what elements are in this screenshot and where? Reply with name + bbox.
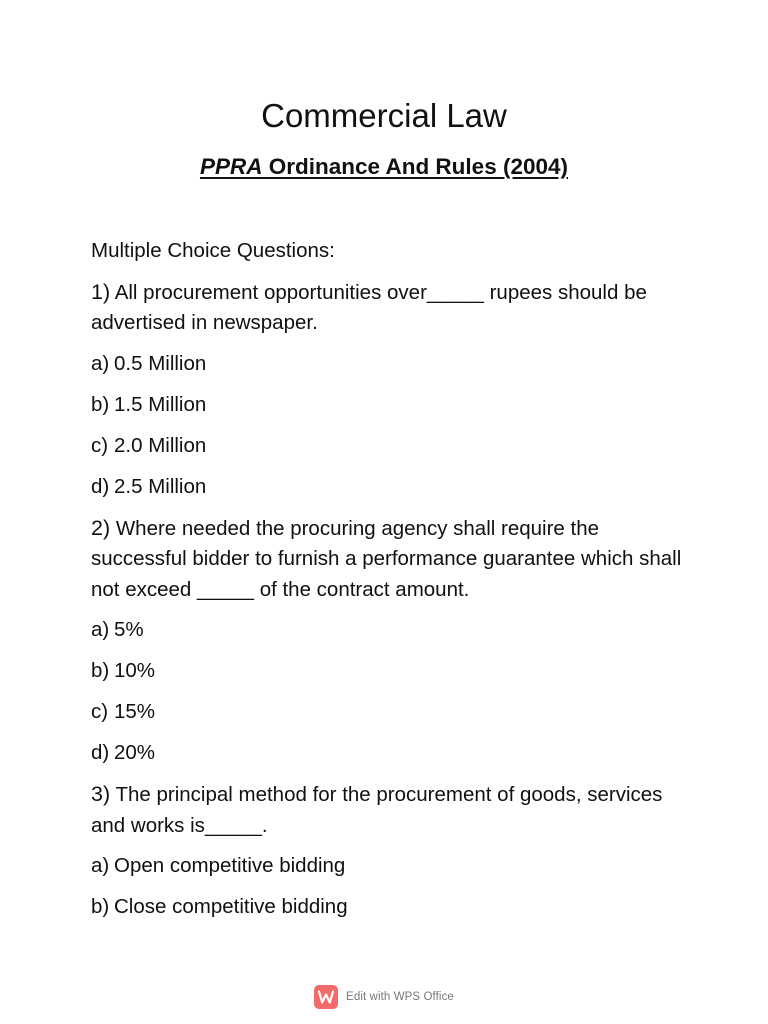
question-block bbox=[91, 779, 691, 923]
option-item bbox=[91, 738, 691, 769]
wps-office-icon bbox=[314, 985, 338, 1009]
option-text: 0.5 Million bbox=[114, 351, 207, 375]
option-item bbox=[91, 656, 691, 687]
document-subtitle bbox=[0, 152, 768, 182]
option-letter: a) bbox=[91, 618, 110, 641]
wps-w-glyph bbox=[318, 990, 334, 1004]
option-text: 1.5 Million bbox=[114, 392, 207, 416]
options-list bbox=[91, 615, 691, 769]
question-text bbox=[91, 277, 691, 339]
option-item bbox=[91, 697, 691, 728]
question-number: 2) bbox=[91, 515, 111, 540]
wps-watermark[interactable] bbox=[0, 985, 768, 1009]
option-item bbox=[91, 472, 691, 503]
option-letter: b) bbox=[91, 659, 110, 682]
option-letter: d) bbox=[91, 474, 110, 498]
option-text: Open competitive bidding bbox=[114, 854, 346, 877]
option-text: 10% bbox=[114, 659, 156, 682]
question-body: All procurement opportunities over_____ rupees should be advertised in newspaper. bbox=[91, 280, 647, 334]
question-text bbox=[91, 513, 691, 606]
question-block bbox=[91, 277, 691, 503]
option-letter: a) bbox=[91, 351, 110, 375]
option-letter: c) bbox=[91, 433, 109, 457]
question-body: Where needed the procuring agency shall require the successful bidder to furnish a performance guarantee which shall not exceed _____ of the contract amount. bbox=[91, 516, 682, 601]
option-item bbox=[91, 431, 691, 462]
option-letter: a) bbox=[91, 854, 110, 877]
wps-edit-label[interactable]: Edit with WPS Office bbox=[346, 991, 454, 1003]
option-item bbox=[91, 892, 691, 923]
option-letter: b) bbox=[91, 392, 110, 416]
question-text bbox=[91, 779, 691, 841]
option-text: 15% bbox=[114, 700, 156, 723]
question-number: 3) bbox=[91, 782, 111, 806]
section-heading: Multiple Choice Questions: bbox=[91, 239, 335, 262]
option-text: 2.0 Million bbox=[114, 433, 207, 457]
option-text: Close competitive bidding bbox=[114, 895, 348, 918]
document-title: Commercial Law bbox=[261, 97, 507, 134]
questions-content bbox=[91, 236, 691, 933]
option-item bbox=[91, 615, 691, 646]
subtitle-acronym: PPRA bbox=[199, 154, 263, 179]
option-item bbox=[91, 851, 691, 882]
option-text: 2.5 Million bbox=[114, 474, 207, 498]
options-list bbox=[91, 349, 691, 503]
question-block bbox=[91, 513, 691, 769]
option-item bbox=[91, 390, 691, 421]
option-text: 5% bbox=[114, 618, 144, 641]
options-list bbox=[91, 851, 691, 923]
option-letter: c) bbox=[91, 700, 109, 723]
question-number: 1) bbox=[91, 279, 111, 304]
option-letter: d) bbox=[91, 741, 110, 764]
option-letter: b) bbox=[91, 895, 110, 918]
option-item bbox=[91, 349, 691, 380]
option-text: 20% bbox=[114, 741, 156, 764]
question-body: The principal method for the procurement of goods, services and works is_____. bbox=[91, 783, 663, 837]
subtitle-text: Ordinance And Rules (2004) bbox=[262, 154, 568, 179]
